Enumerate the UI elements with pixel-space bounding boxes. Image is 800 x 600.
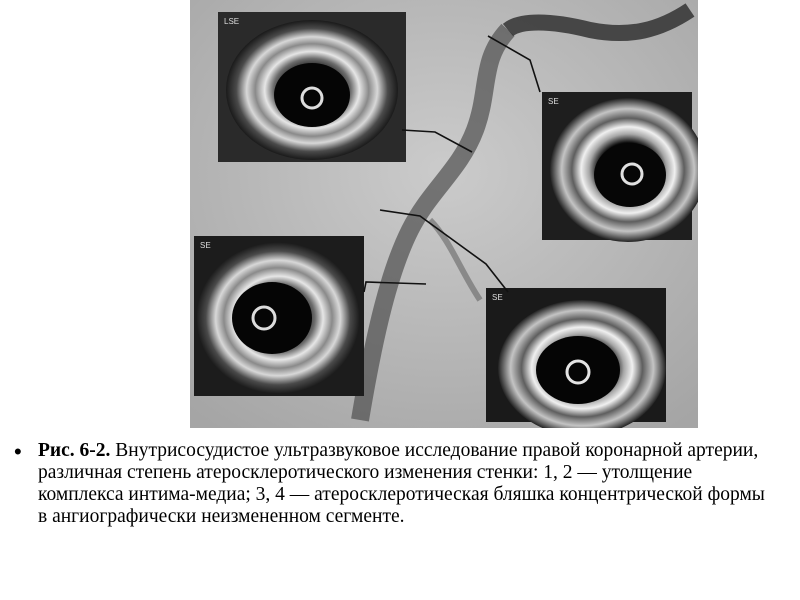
caption-bullet: • bbox=[14, 439, 22, 464]
caption-label: Рис. 6-2. bbox=[38, 440, 111, 461]
panel-label: SE bbox=[548, 97, 559, 106]
panel-label: SE bbox=[492, 293, 503, 302]
ivus-panel-1 bbox=[218, 12, 406, 162]
ivus-panel-3 bbox=[194, 236, 364, 396]
caption-body: Внутрисосудистое ультразвуковое исследование правой коронарной артерии, различная степень атеросклеротического изменения стенки: 1, 2 — утолщение комплекса интима-медиа; 3, 4 — атеросклеротическая бляшка концентрической формы в ангиографически неизмененном сегменте. bbox=[38, 440, 765, 527]
ivus-panel-4 bbox=[486, 288, 666, 428]
figure-caption bbox=[14, 440, 786, 528]
ivus-panel-2 bbox=[542, 92, 698, 242]
panel-label: LSE bbox=[224, 17, 240, 26]
figure bbox=[190, 0, 698, 428]
caption-text bbox=[38, 440, 778, 528]
figure-illustration bbox=[190, 0, 698, 428]
panel-label: SE bbox=[200, 241, 211, 250]
